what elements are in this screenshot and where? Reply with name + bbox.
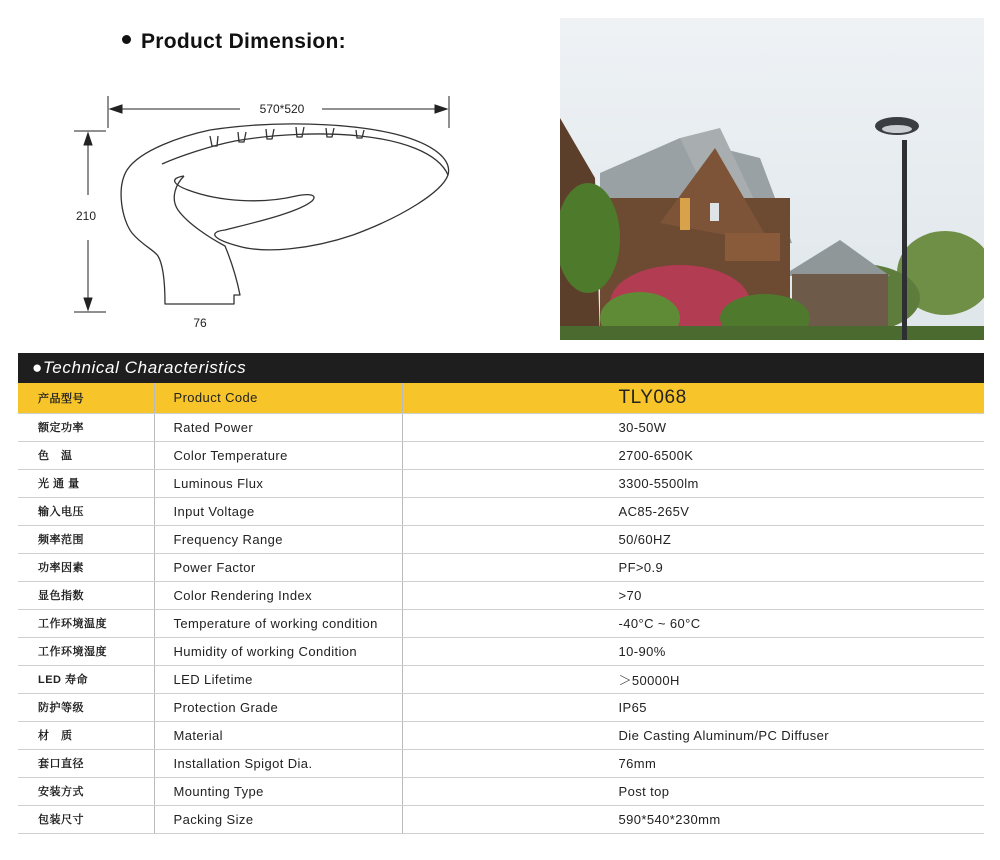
row-label-en: Frequency Range — [154, 525, 402, 553]
width-dimension-label: 570*520 — [259, 102, 305, 116]
row-value: >70 — [402, 581, 984, 609]
table-row-product-code — [18, 383, 984, 413]
row-value: Die Casting Aluminum/PC Diffuser — [402, 721, 984, 749]
table-row — [18, 637, 984, 665]
technical-characteristics-header — [18, 353, 984, 383]
row-label-cn: 安装方式 — [18, 777, 154, 805]
row-label-en: Protection Grade — [154, 693, 402, 721]
table-row — [18, 441, 984, 469]
row-value: Post top — [402, 777, 984, 805]
table-row — [18, 805, 984, 833]
table-row — [18, 553, 984, 581]
row-label-cn: 输入电压 — [18, 497, 154, 525]
row-label-cn: 材 质 — [18, 721, 154, 749]
row-label-en: Color Temperature — [154, 441, 402, 469]
lamp-outline — [121, 124, 448, 304]
row-label-cn: 套口直径 — [18, 749, 154, 777]
row-label-cn: 光 通 量 — [18, 469, 154, 497]
row-label-en: Power Factor — [154, 553, 402, 581]
row-label-cn: 额定功率 — [18, 413, 154, 441]
table-row — [18, 525, 984, 553]
row-label-en: Material — [154, 721, 402, 749]
row-label-cn: 功率因素 — [18, 553, 154, 581]
row-value: TLY068 — [402, 383, 984, 413]
dimension-section-title — [122, 30, 346, 54]
height-dimension-label: 210 — [75, 209, 97, 223]
row-label-en: Luminous Flux — [154, 469, 402, 497]
row-label-cn: 频率范围 — [18, 525, 154, 553]
table-row — [18, 777, 984, 805]
spec-table — [18, 383, 984, 834]
table-row — [18, 469, 984, 497]
technical-characteristics-title: ●Technical Characteristics — [32, 358, 247, 377]
row-label-en: Color Rendering Index — [154, 581, 402, 609]
installation-photo — [560, 18, 984, 340]
row-label-en: Packing Size — [154, 805, 402, 833]
row-label-cn: 色 温 — [18, 441, 154, 469]
row-label-en: LED Lifetime — [154, 665, 402, 693]
row-value: -40°C ~ 60°C — [402, 609, 984, 637]
table-row — [18, 693, 984, 721]
row-label-en: Product Code — [154, 383, 402, 413]
table-row — [18, 609, 984, 637]
row-label-en: Mounting Type — [154, 777, 402, 805]
table-row — [18, 721, 984, 749]
row-value: AC85-265V — [402, 497, 984, 525]
row-value: 76mm — [402, 749, 984, 777]
row-value: 50/60HZ — [402, 525, 984, 553]
table-row — [18, 665, 984, 693]
row-label-cn: 产品型号 — [18, 383, 154, 413]
table-row — [18, 497, 984, 525]
row-value: 30-50W — [402, 413, 984, 441]
table-row — [18, 413, 984, 441]
row-value: 590*540*230mm — [402, 805, 984, 833]
row-label-cn: 包装尺寸 — [18, 805, 154, 833]
bullet-icon — [122, 35, 131, 44]
row-value: 10-90% — [402, 637, 984, 665]
row-label-en: Installation Spigot Dia. — [154, 749, 402, 777]
row-label-cn: 工作环境湿度 — [18, 637, 154, 665]
row-value: ＞50000H — [402, 665, 984, 693]
row-label-en: Rated Power — [154, 413, 402, 441]
dimension-drawing — [60, 90, 480, 340]
row-value: PF>0.9 — [402, 553, 984, 581]
row-label-cn: 工作环境温度 — [18, 609, 154, 637]
table-row — [18, 581, 984, 609]
table-row — [18, 749, 984, 777]
dimension-title-text: Product Dimension: — [141, 30, 346, 53]
row-value: IP65 — [402, 693, 984, 721]
row-value: 3300-5500lm — [402, 469, 984, 497]
row-label-en: Humidity of working Condition — [154, 637, 402, 665]
row-label-cn: 显色指数 — [18, 581, 154, 609]
row-label-cn: LED 寿命 — [18, 665, 154, 693]
row-label-en: Input Voltage — [154, 497, 402, 525]
row-label-cn: 防护等级 — [18, 693, 154, 721]
row-value: 2700-6500K — [402, 441, 984, 469]
row-label-en: Temperature of working condition — [154, 609, 402, 637]
spigot-dimension-label: 76 — [193, 316, 207, 330]
